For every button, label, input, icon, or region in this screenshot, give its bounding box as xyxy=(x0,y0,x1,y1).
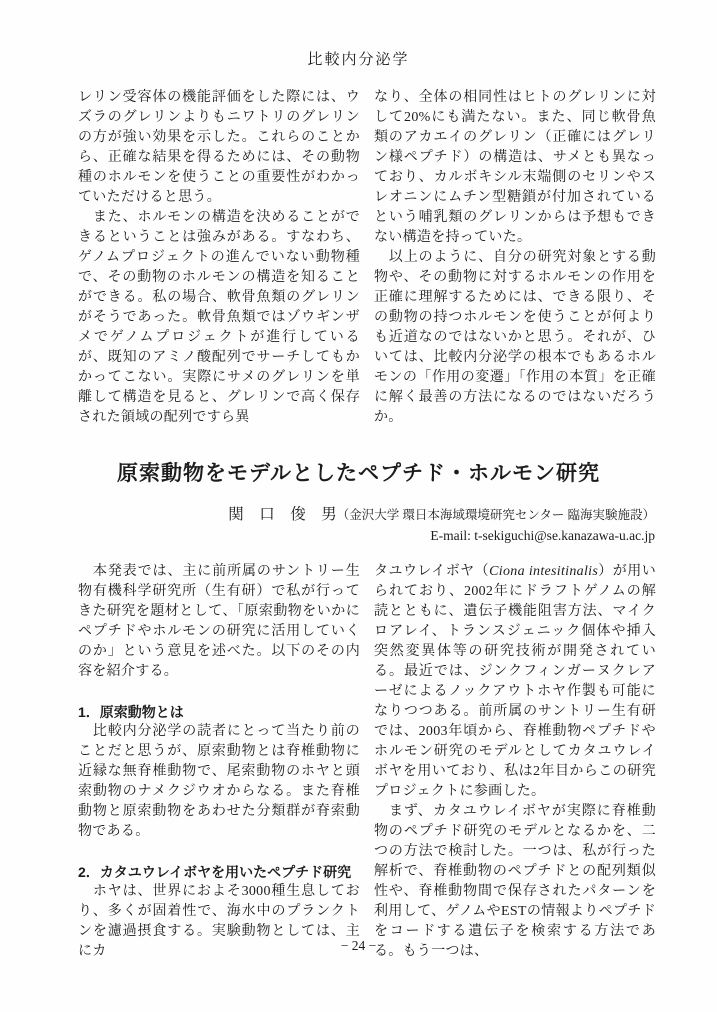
prev-article-right-column xyxy=(374,88,656,428)
page-number: − 24 − xyxy=(340,938,377,953)
article-right-column xyxy=(374,562,656,962)
article-body xyxy=(78,562,656,962)
paragraph: 本発表では、主に前所属のサントリー生物有機科学研究所（生有研）で私が行ってきた研究を題材として、「原索動物をいかにペプチドやホルモンの研究に活用していくのか」という意見を述べた。以下のその内容を紹介する。 xyxy=(78,564,360,679)
paragraph: なり、全体の相同性はヒトのグレリンに対して20%にも満たない。また、同じ軟骨魚類のアカエイのグレリン（正確にはグレリン様ペプチド）の構造は、サメとも異なっており、カルボキシル末端側のセリンやスレオニンにムチン型糖鎖が付加されているという哺乳類のグレリンからは予想もできない構造を持っていた。 xyxy=(374,90,656,245)
paragraph: レリン受容体の機能評価をした際には、ウズラのグレリンよりもニワトリのグレリンの方が強い効果を示した。これらのことから、正確な結果を得るためには、その動物種のホルモンを使うことの重要性がわかっていただけると思う。 xyxy=(78,90,360,205)
paragraph: タユウレイボヤ（Ciona intesitinalis）が用いられており、2002年にドラフトゲノムの解読とともに、遺伝子機能阻害方法、マイクロアレイ、トランスジェニック個体や挿入突然変異体等の研究技術が開発されている。最近では、ジンクフィンガーヌクレアーゼによるノックアウトホヤ作製も可能になりつつある。前所属のサントリー生有研では、2003年頃から、脊椎動物ペプチドやホルモン研究のモデルとしてカタユウレイボヤを用いており、私は2年目からこの研究プロジェクトに参画した。 xyxy=(374,564,657,799)
paragraph: また、ホルモンの構造を決めることができるということは強みがある。すなわち、ゲノムプロジェクトの進んでいない動物種で、その動物のホルモンの構造を知ることができる。私の場合、軟骨魚類のグレリンがそうであった。軟骨魚類ではゾウギンザメでゲノムプロジェクトが進行しているが、既知のアミノ酸配列でサーチしてもかかってこない。実際にサメのグレリンを単離して構造を見ると、グレリンで高く保存された領域の配列ですら異 xyxy=(78,210,360,425)
section-heading: 1．原索動物とは xyxy=(78,704,184,720)
author-name: 関 口 俊 男 xyxy=(228,506,337,523)
running-header: 比較内分泌学 xyxy=(307,52,410,68)
section-heading: 2．カタユウレイボヤを用いたペプチド研究 xyxy=(78,864,352,880)
author-line xyxy=(228,504,655,526)
paragraph: まず、カタユウレイボヤが実際に脊椎動物のペプチド研究のモデルとなるかを、二つの方法で検討した。一つは、私が行った解析で、脊椎動物のペプチドとの配列類似性や、脊椎動物間で保存されたパターンを利用して、ゲノムやESTの情報よりペプチドをコードする遺伝子を検索する方法である。もう一つは、 xyxy=(374,804,656,959)
article-title: 原索動物をモデルとしたペプチド・ホルモン研究 xyxy=(117,462,600,485)
author-email: E-mail: t-sekiguchi@se.kanazawa-u.ac.jp xyxy=(430,528,655,543)
paragraph: ホヤは、世界におよそ3000種生息しており、多くが固着性で、海水中のプランクトンを濾過摂食する。実験動物としては、主にカ xyxy=(78,884,360,959)
byline xyxy=(228,504,655,546)
paragraph: 以上のように、自分の研究対象とする動物や、その動物に対するホルモンの作用を正確に理解するためには、できる限り、その動物の持つホルモンを使うことが何よりも近道なのではないかと思う。それが、ひいては、比較内分泌学の根本でもあるホルモンの「作用の変遷」「作用の本質」を正確に解く最善の方法になるのではないだろうか。 xyxy=(374,250,656,425)
paragraph: 比較内分泌学の読者にとって当たり前のことだと思うが、原索動物とは脊椎動物に近縁な無脊椎動物で、尾索動物のホヤと頭索動物のナメクジウオからなる。また脊椎動物と原索動物をあわせた分類群が脊索動物である。 xyxy=(78,724,360,839)
author-affiliation: （金沢大学 環日本海域環境研究センター 臨海実験施設） xyxy=(336,508,655,522)
prev-article-left-column xyxy=(78,88,360,428)
prev-article-body xyxy=(78,88,656,428)
article-left-column xyxy=(78,562,360,962)
